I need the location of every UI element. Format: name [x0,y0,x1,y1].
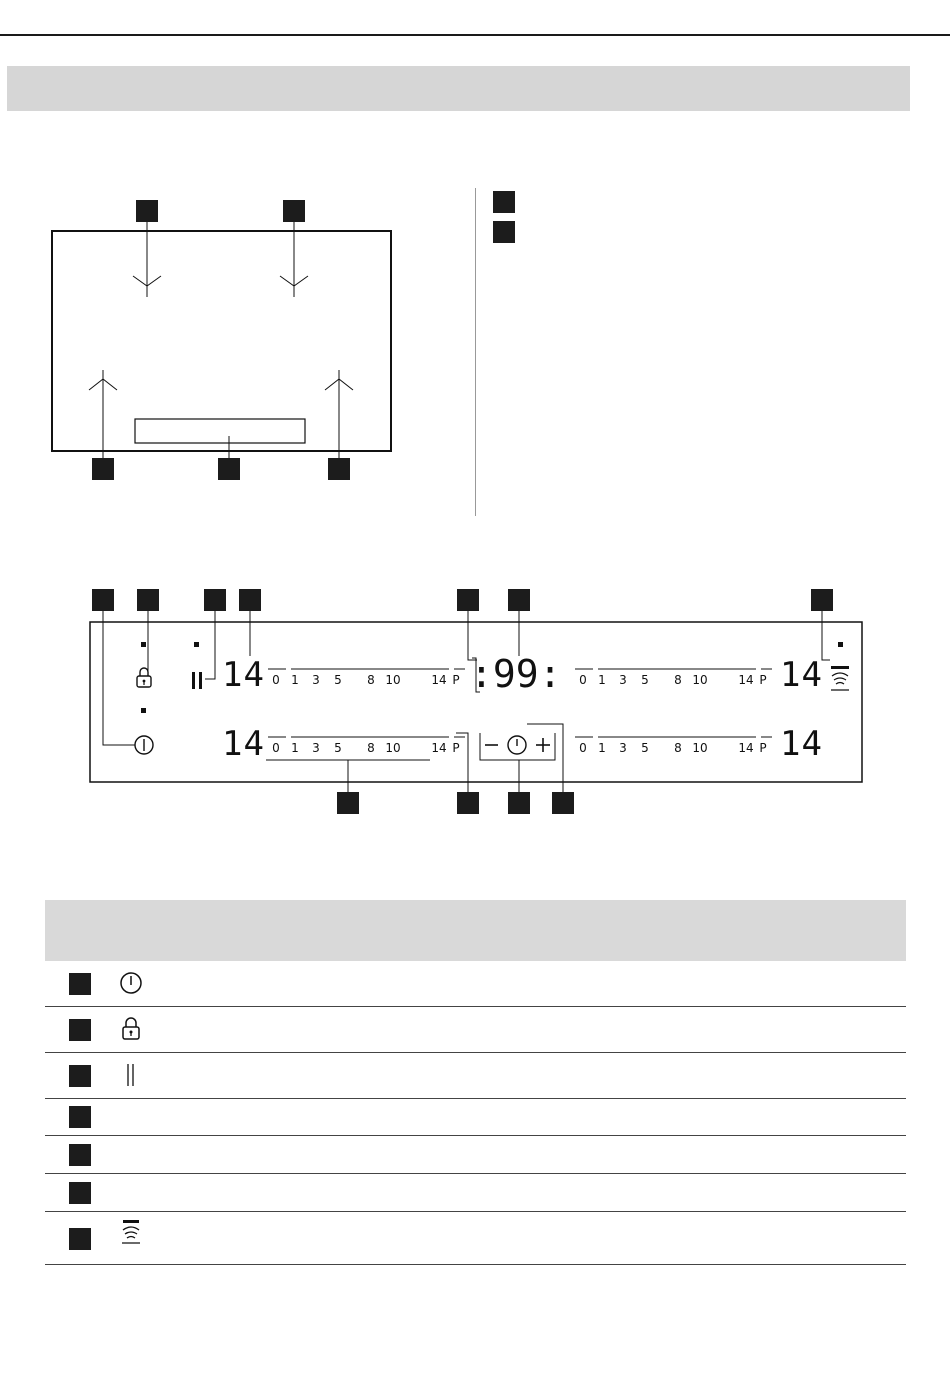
callout-marker [204,589,226,611]
row-marker [69,1065,91,1087]
callout-marker [92,589,114,611]
control-panel-frame [90,622,862,782]
scale-label: P [759,673,767,687]
scale-label: 3 [312,741,320,755]
table-row [45,1136,906,1174]
callout-marker [508,792,530,814]
scale-label: 1 [291,673,299,687]
timer-clock-icon [508,736,526,754]
row-marker [69,1106,91,1128]
scale-label: 10 [692,741,708,755]
table-header [45,900,906,961]
power-icon [135,736,153,754]
cooking-zone-level-display: 14 [222,724,265,764]
callout-marker [508,589,530,611]
table-row [45,1053,906,1099]
scale-label: P [452,741,460,755]
indicator-dot [194,642,199,647]
row-marker [69,973,91,995]
callout-marker [239,589,261,611]
callout-marker [137,589,159,611]
scale-label: 5 [334,673,342,687]
row-marker [69,1228,91,1250]
scale-label: 14 [431,673,447,687]
scale-label: 10 [385,741,401,755]
hob-hood-icon [117,1218,145,1246]
scale-label: 1 [291,741,299,755]
scale-label: 0 [579,673,587,687]
pause-icon [192,672,202,689]
scale-label: 0 [579,741,587,755]
row-marker [69,1019,91,1041]
indicator-dot [838,642,843,647]
hob-hood-icon [831,666,849,690]
scale-label: P [452,673,460,687]
lock-icon [137,668,151,687]
scale-label: 5 [641,673,649,687]
scale-label: 8 [367,741,375,755]
row-marker [69,1182,91,1204]
scale-label: 5 [334,741,342,755]
pause-icon [117,1061,145,1089]
lock-icon [117,1015,145,1043]
table-row [45,961,906,1007]
timer-display: :99: [470,652,562,696]
scale-label: 3 [619,673,627,687]
scale-label: 8 [674,741,682,755]
cooking-zone-level-display: 14 [222,655,265,695]
scale-label: 14 [738,741,754,755]
scale-label: 0 [272,673,280,687]
scale-label: 10 [692,673,708,687]
scale-label: 3 [619,741,627,755]
callout-marker [811,589,833,611]
table-row [45,1099,906,1136]
scale-label: 14 [738,673,754,687]
callout-marker [552,792,574,814]
callout-marker [337,792,359,814]
cooking-zone-level-display: 14 [780,724,823,764]
cooking-zone-level-display: 14 [780,655,823,695]
table-row [45,1174,906,1212]
scale-label: 1 [598,741,606,755]
row-marker [69,1144,91,1166]
indicator-dot [141,708,146,713]
scale-label: 14 [431,741,447,755]
scale-label: 10 [385,673,401,687]
callout-marker [457,589,479,611]
scale-label: P [759,741,767,755]
scale-label: 1 [598,673,606,687]
scale-label: 0 [272,741,280,755]
indicator-dot [141,642,146,647]
scale-label: 8 [367,673,375,687]
table-row [45,1007,906,1053]
callout-marker [457,792,479,814]
power-icon [117,969,145,997]
scale-label: 5 [641,741,649,755]
scale-label: 3 [312,673,320,687]
scale-label: 8 [674,673,682,687]
table-row [45,1212,906,1265]
